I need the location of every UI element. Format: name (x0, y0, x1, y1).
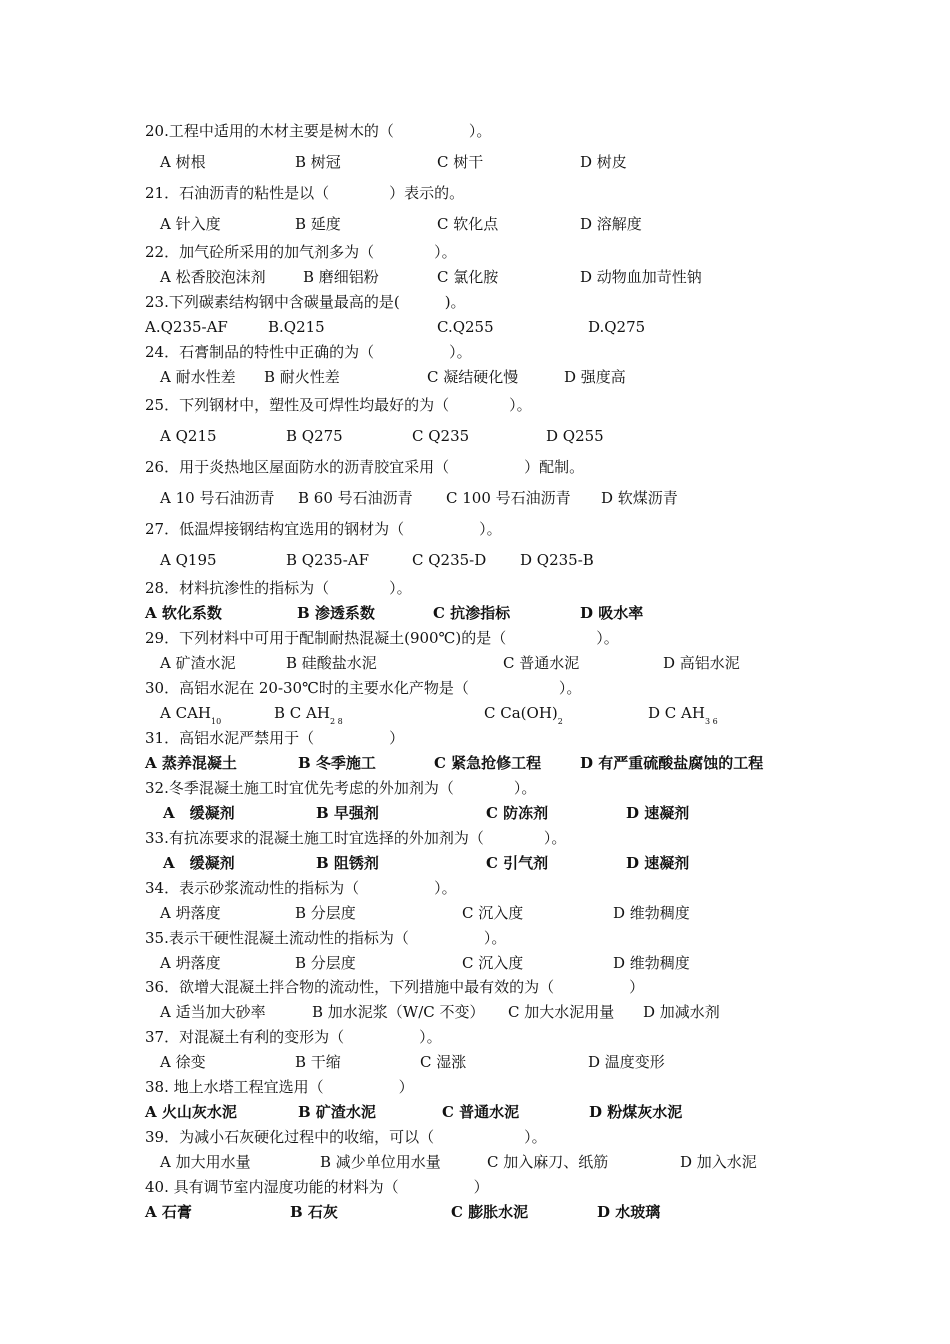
question-stem: 30．高铝水泥在 20-30℃时的主要水化产物是（ ）。 (145, 679, 582, 697)
option-d: D 速凝剂 (626, 854, 690, 872)
option-a: A 10 号石油沥青 (160, 489, 275, 507)
option-d: D 有严重硫酸盐腐蚀的工程 (580, 754, 764, 772)
question-stem: 40. 具有调节室内湿度功能的材料为（ ） (145, 1178, 489, 1196)
option-d: D 速凝剂 (626, 804, 690, 822)
subscript: 2 8 (329, 717, 343, 726)
option-c (484, 704, 563, 731)
option-c: C 氯化胺 (437, 268, 499, 286)
question-stem: 20.工程中适用的木材主要是树木的（ ）。 (145, 122, 492, 140)
option-c: C 沉入度 (462, 904, 524, 922)
option-c: C 引气剂 (486, 854, 549, 872)
question-stem: 23.下列碳素结构钢中含碳量最高的是( )。 (145, 293, 466, 311)
option-d (648, 704, 718, 731)
option-d: D.Q275 (588, 318, 646, 336)
option-b: B 硅酸盐水泥 (286, 654, 377, 672)
option-d: D 加入水泥 (680, 1153, 757, 1171)
option-a: A 蒸养混凝土 (145, 754, 237, 772)
option-d: D 动物血加苛性钠 (580, 268, 702, 286)
option-a: A 树根 (160, 153, 206, 171)
option-b: B 分层度 (295, 904, 356, 922)
option-b: B 减少单位用水量 (320, 1153, 441, 1171)
option-b: B Q235-AF (286, 551, 370, 569)
option-c: C 加入麻刀、纸筋 (487, 1153, 609, 1171)
option-b: B 加水泥浆（W/C 不变） (312, 1003, 485, 1021)
option-b: B 冬季施工 (298, 754, 376, 772)
option-b-text: B C AH (274, 704, 330, 722)
option-c-text: C Ca(OH) (484, 704, 558, 722)
option-a: A 徐变 (160, 1053, 206, 1071)
option-c: C 软化点 (437, 215, 499, 233)
option-c: C 凝结硬化慢 (427, 368, 519, 386)
option-b: B.Q215 (268, 318, 325, 336)
question-stem: 35.表示干硬性混凝土流动性的指标为（ ）。 (145, 929, 507, 947)
option-c: C 抗渗指标 (433, 604, 511, 622)
option-c: C 普通水泥 (503, 654, 580, 672)
option-d: D 加减水剂 (643, 1003, 720, 1021)
option-b: B 磨细铝粉 (303, 268, 379, 286)
option-b: B 石灰 (290, 1203, 338, 1221)
option-a: A 耐水性差 (160, 368, 236, 386)
option-a: A.Q235-AF (145, 318, 228, 336)
option-c: C.Q255 (437, 318, 494, 336)
question-stem: 34．表示砂浆流动性的指标为（ ）。 (145, 879, 457, 897)
option-c: C Q235-D (412, 551, 487, 569)
option-b: B 耐火性差 (264, 368, 340, 386)
option-a: A 石膏 (145, 1203, 192, 1221)
option-a: A 松香胶泡沫剂 (160, 268, 266, 286)
question-stem: 38. 地上水塔工程宜选用（ ） (145, 1078, 414, 1096)
option-d: D 高铝水泥 (663, 654, 740, 672)
question-stem: 24．石膏制品的特性中正确的为（ ）。 (145, 343, 472, 361)
option-c: C 紧急抢修工程 (434, 754, 542, 772)
option-c: C 普通水泥 (442, 1103, 520, 1121)
option-b: B 阻锈剂 (316, 854, 379, 872)
option-b: B 干缩 (295, 1053, 341, 1071)
option-a: A 矿渣水泥 (160, 654, 236, 672)
option-d: D 维勃稠度 (613, 954, 690, 972)
option-b: B 渗透系数 (297, 604, 375, 622)
option-d: D 吸水率 (580, 604, 644, 622)
option-d-text: D C AH (648, 704, 705, 722)
option-c: C 膨胀水泥 (451, 1203, 529, 1221)
option-c: C Q235 (412, 427, 470, 445)
option-d: D 强度高 (564, 368, 626, 386)
option-a: A 针入度 (160, 215, 221, 233)
subscript: 10 (211, 717, 222, 726)
question-stem: 31．高铝水泥严禁用于（ ） (145, 729, 405, 747)
option-a: A 加大用水量 (160, 1153, 251, 1171)
option-c: C 100 号石油沥青 (446, 489, 571, 507)
option-b: B 分层度 (295, 954, 356, 972)
option-b: B 树冠 (295, 153, 341, 171)
option-b: B Q275 (286, 427, 343, 445)
question-stem: 27．低温焊接钢结构宜选用的钢材为（ ）。 (145, 520, 502, 538)
option-a: A 坍落度 (160, 904, 221, 922)
question-stem: 25．下列钢材中，塑性及可焊性均最好的为（ ）。 (145, 396, 532, 414)
option-b: B 矿渣水泥 (298, 1103, 376, 1121)
question-stem: 26．用于炎热地区屋面防水的沥青胶宜采用（ ）配制。 (145, 458, 585, 476)
option-c: C 沉入度 (462, 954, 524, 972)
option-a: A 缓凝剂 (163, 804, 235, 822)
question-stem: 22．加气砼所采用的加气剂多为（ ）。 (145, 243, 457, 261)
option-c: C 树干 (437, 153, 484, 171)
option-a: A Q195 (160, 551, 217, 569)
option-a: A 适当加大砂率 (160, 1003, 266, 1021)
option-c: C 加大水泥用量 (508, 1003, 615, 1021)
option-a: A 火山灰水泥 (145, 1103, 237, 1121)
option-d: D 粉煤灰水泥 (589, 1103, 683, 1121)
option-d: D 软煤沥青 (601, 489, 678, 507)
option-c: C 防冻剂 (486, 804, 549, 822)
option-d: D 溶解度 (580, 215, 642, 233)
option-d: D 水玻璃 (597, 1203, 661, 1221)
option-b (274, 704, 343, 731)
option-d: D 树皮 (580, 153, 627, 171)
option-a-text: A CAH (160, 704, 211, 722)
option-b: B 早强剂 (316, 804, 379, 822)
question-stem: 39．为减小石灰硬化过程中的收缩，可以（ ）。 (145, 1128, 547, 1146)
question-stem: 37．对混凝土有利的变形为（ ）。 (145, 1028, 442, 1046)
question-stem: 28．材料抗渗性的指标为（ ）。 (145, 579, 412, 597)
option-b: B 60 号石油沥青 (298, 489, 413, 507)
option-d: D 维勃稠度 (613, 904, 690, 922)
question-stem: 32.冬季混凝土施工时宜优先考虑的外加剂为（ ）。 (145, 779, 537, 797)
option-c: C 湿涨 (420, 1053, 467, 1071)
question-stem: 21．石油沥青的粘性是以（ ）表示的。 (145, 184, 465, 202)
question-stem: 29．下列材料中可用于配制耐热混凝土(900℃)的是（ ）。 (145, 629, 619, 647)
option-d: D Q235-B (520, 551, 594, 569)
option-a: A 坍落度 (160, 954, 221, 972)
option-a: A 软化系数 (145, 604, 222, 622)
question-stem: 33.有抗冻要求的混凝土施工时宜选择的外加剂为（ ）。 (145, 829, 567, 847)
subscript: 3 6 (704, 717, 718, 726)
option-a: A 缓凝剂 (163, 854, 235, 872)
option-a (160, 704, 221, 731)
option-d: D 温度变形 (588, 1053, 665, 1071)
option-d: D Q255 (546, 427, 604, 445)
option-a: A Q215 (160, 427, 217, 445)
question-stem: 36．欲增大混凝土拌合物的流动性，下列措施中最有效的为（ ） (145, 978, 645, 996)
subscript: 2 (557, 717, 563, 726)
option-b: B 延度 (295, 215, 341, 233)
